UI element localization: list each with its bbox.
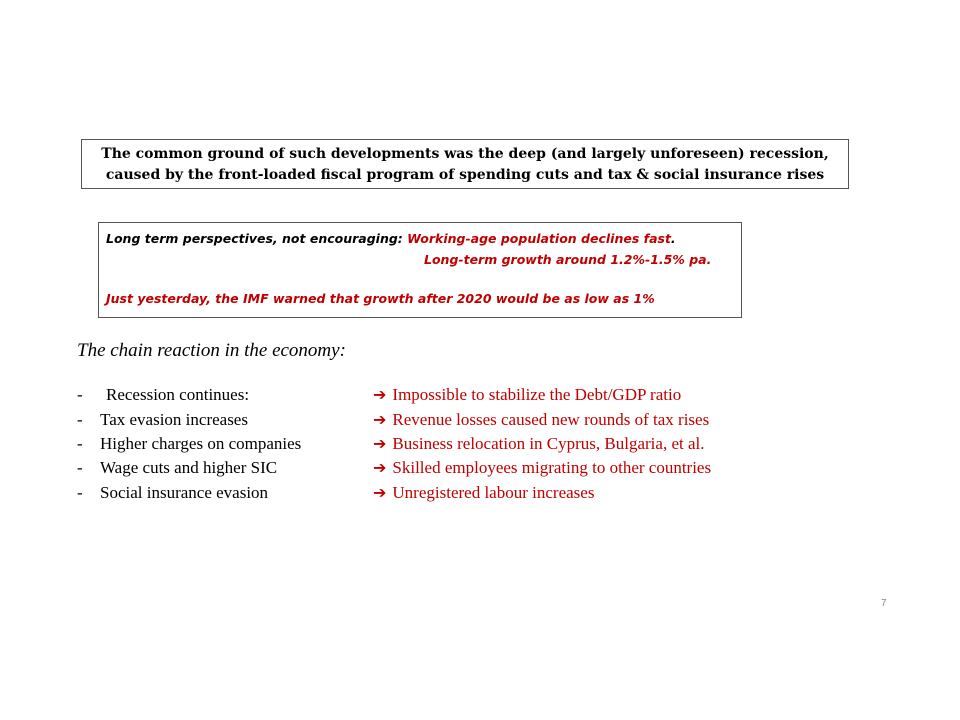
bullet-dash: - <box>77 410 83 429</box>
chain-effect-text: Unregistered labour increases <box>392 483 595 502</box>
perspectives-point-1-period: . <box>670 231 676 246</box>
imf-note: Just yesterday, the IMF warned that growth after 2020 would be as low as 1% <box>106 291 655 306</box>
chain-item <box>77 482 595 504</box>
chain-effect-text: Business relocation in Cyprus, Bulgaria, et al. <box>392 434 705 453</box>
chain-cause: Wage cuts and higher SIC <box>100 458 278 477</box>
chain-effect <box>373 409 709 431</box>
bullet-dash: - <box>77 483 83 502</box>
chain-cause: Tax evasion increases <box>100 410 248 429</box>
perspectives-point-1: Working-age population declines fast <box>407 231 671 246</box>
chain-item <box>77 457 712 479</box>
summary-line-2: caused by the front-loaded fiscal program of spending cuts and tax & social insurance rises <box>105 167 825 183</box>
bullet-dash: - <box>77 434 83 453</box>
bullet-dash: - <box>77 458 83 477</box>
perspectives-line-1 <box>106 228 741 249</box>
chain-effect <box>373 457 711 479</box>
chain-item <box>77 384 682 406</box>
slide-number: 7 <box>881 598 887 609</box>
summary-line-1: The common ground of such developments was the deep (and largely unforeseen) recession, <box>101 146 829 162</box>
perspectives-box <box>98 222 742 318</box>
chain-effect-text: Impossible to stabilize the Debt/GDP ratio <box>392 385 682 404</box>
chain-effect-text: Revenue losses caused new rounds of tax rises <box>392 410 710 429</box>
right-arrow-icon: ➔ <box>373 385 387 404</box>
right-arrow-icon: ➔ <box>373 410 387 429</box>
chain-effect <box>373 482 594 504</box>
chain-item <box>77 409 710 431</box>
chain-cause: Recession continues: <box>106 385 250 404</box>
summary-box <box>81 139 849 189</box>
chain-effect-text: Skilled employees migrating to other countries <box>392 458 712 477</box>
right-arrow-icon: ➔ <box>373 434 387 453</box>
chain-effect <box>373 433 705 455</box>
chain-cause: Higher charges on companies <box>100 434 302 453</box>
bullet-dash: - <box>77 385 83 404</box>
chain-cause: Social insurance evasion <box>100 483 269 502</box>
chain-item <box>77 433 705 455</box>
right-arrow-icon: ➔ <box>373 483 387 502</box>
perspectives-prefix: Long term perspectives, not encouraging: <box>106 231 408 246</box>
chain-heading: The chain reaction in the economy: <box>77 340 346 361</box>
right-arrow-icon: ➔ <box>373 458 387 477</box>
perspectives-point-2: Long-term growth around 1.2%-1.5% pa. <box>424 252 712 267</box>
chain-effect <box>373 384 681 406</box>
